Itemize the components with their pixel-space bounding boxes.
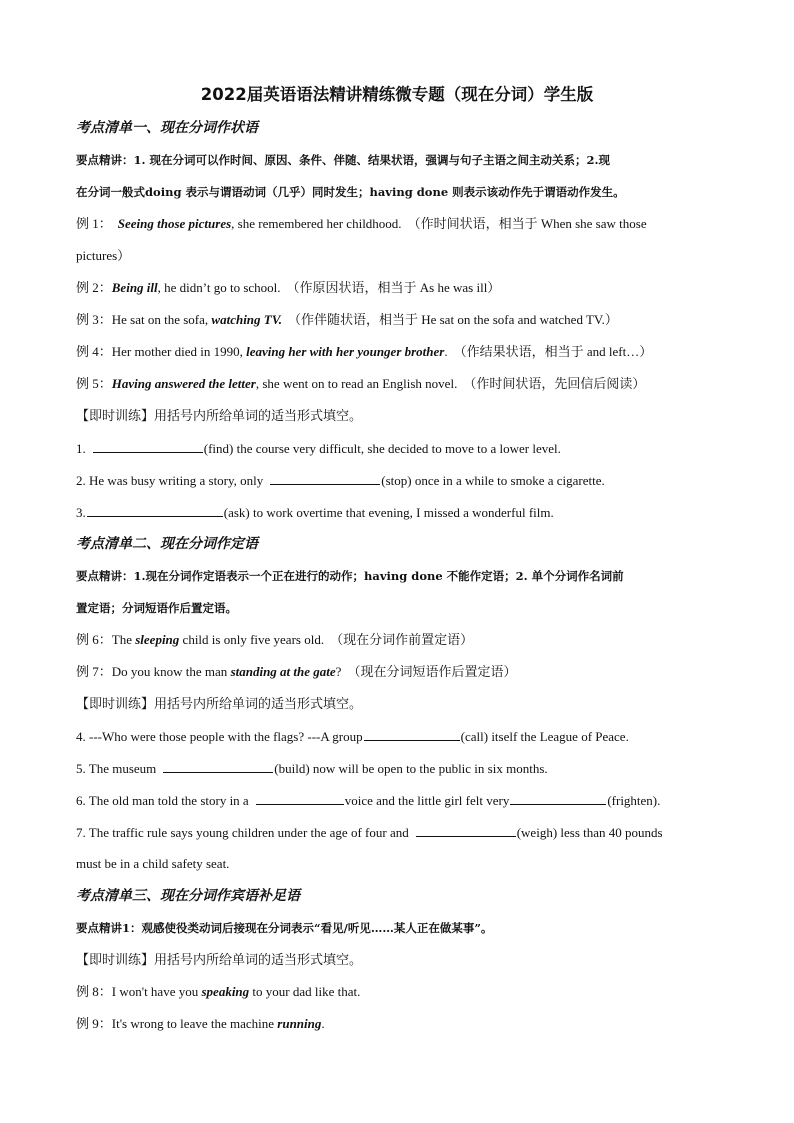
example-8 (76, 983, 718, 1001)
exercise-text: itself the League of Peace. (488, 729, 629, 744)
answer-blank[interactable] (364, 727, 460, 741)
example-1 (76, 215, 718, 233)
example-note: （现在分词短语作后置定语） (347, 664, 517, 679)
example-text: I won't have you (111, 984, 202, 999)
example-text: It's wrong to leave the machine (111, 1016, 278, 1031)
exercise-text: voice and the little girl felt very (344, 793, 510, 808)
example-9 (76, 1015, 718, 1033)
exercise-text: 5. The museum (76, 761, 157, 776)
example-label: 例 5： (76, 376, 112, 391)
exercise-number: 1. (76, 441, 86, 456)
example-note: （现在分词作前置定语） (330, 632, 474, 647)
example-4 (76, 343, 718, 361)
exercise-text: 4. ---Who were those people with the flags? ---A group (76, 729, 363, 744)
example-label: 例 4： (76, 344, 112, 359)
example-text: . (321, 1016, 325, 1031)
key-point-line: 要点精讲1：观感使役类动词后接现在分词表示“看见/听见……某人正在做某事”。 (76, 921, 493, 935)
exercise-hint: (find) (203, 441, 234, 456)
example-emphasis: standing at the gate (230, 664, 336, 679)
example-note: （作时间状语，相当于 When she saw those (407, 216, 647, 231)
example-6 (76, 631, 718, 649)
exercise-text: 7. The traffic rule says young children under the age of four and (76, 825, 409, 840)
example-2 (76, 279, 718, 297)
exercise-hint: (stop) (381, 473, 412, 488)
example-note: （作原因状语，相当于 As he was ill） (286, 280, 501, 295)
example-emphasis: Being ill (111, 280, 158, 295)
example-text: He sat on the sofa, (111, 312, 212, 327)
exercise-text: 2. He was busy writing a story, only (76, 473, 264, 488)
answer-blank[interactable] (270, 471, 380, 485)
answer-blank[interactable] (93, 439, 203, 453)
section-heading: 考点清单三、现在分词作宾语补足语 (76, 888, 300, 904)
example-note: （作时间状语，先回信后阅读） (463, 376, 646, 391)
exercise-4 (76, 727, 718, 746)
answer-blank[interactable] (416, 823, 516, 837)
answer-blank[interactable] (87, 503, 223, 517)
answer-blank[interactable] (510, 791, 606, 805)
exercise-7 (76, 823, 718, 842)
example-label: 例 8： (76, 984, 112, 999)
example-1-continued: pictures） (76, 248, 131, 263)
example-emphasis: Having answered the letter (111, 376, 256, 391)
example-label: 例 3： (76, 312, 112, 327)
exercise-3 (76, 503, 718, 522)
key-point-line: 在分词一般式doing 表示与谓语动词（几乎）同时发生；having done 则表示该动作先于谓语动作发生。 (76, 185, 625, 199)
example-note: （作伴随状语，相当于 He sat on the sofa and watched TV.） (287, 312, 618, 327)
key-point-line: 要点精讲：1.现在分词作定语表示一个正在进行的动作；having done 不能作定语；2. 单个分词作名词前 (76, 569, 624, 583)
example-7 (76, 663, 718, 681)
exercise-1 (76, 439, 718, 458)
answer-blank[interactable] (163, 759, 273, 773)
answer-blank[interactable] (256, 791, 344, 805)
example-label: 例 9： (76, 1016, 112, 1031)
example-emphasis: speaking (201, 984, 250, 999)
key-point-line: 要点精讲：1. 现在分词可以作时间、原因、条件、伴随、结果状语，强调与句子主语之间主动关系；2.现 (76, 153, 611, 167)
example-label: 例 7： (76, 664, 112, 679)
example-text: , she went on to read an English novel. (255, 376, 458, 391)
example-emphasis: Seeing those pictures (117, 216, 232, 231)
example-text: . (444, 344, 448, 359)
example-3 (76, 311, 718, 329)
example-text: , he didn’t go to school. (157, 280, 281, 295)
section-heading: 考点清单一、现在分词作状语 (76, 120, 258, 136)
practice-label: 【即时训练】用括号内所给单词的适当形式填空。 (76, 952, 363, 967)
example-emphasis: sleeping (135, 632, 180, 647)
example-text: The (111, 632, 136, 647)
example-text: Do you know the man (111, 664, 231, 679)
exercise-text: now will be open to the public in six months. (309, 761, 548, 776)
exercise-hint: (build) (274, 761, 310, 776)
example-text: Her mother died in 1990, (111, 344, 247, 359)
example-text: , she remembered her childhood. (231, 216, 402, 231)
exercise-number: 3. (76, 505, 86, 520)
exercise-7-continued: must be in a child safety seat. (76, 856, 230, 871)
exercise-text: the course very difficult, she decided to move to a lower level. (233, 441, 561, 456)
example-text: child is only five years old. (179, 632, 325, 647)
exercise-5 (76, 759, 718, 778)
example-label: 例 1： (76, 216, 112, 231)
exercise-text: less than 40 pounds (557, 825, 663, 840)
exercise-hint: (ask) (223, 505, 250, 520)
section-heading: 考点清单二、现在分词作定语 (76, 536, 258, 552)
example-label: 例 2： (76, 280, 112, 295)
example-text: ? (335, 664, 342, 679)
example-5 (76, 375, 718, 393)
practice-label: 【即时训练】用括号内所给单词的适当形式填空。 (76, 696, 363, 711)
exercise-text: once in a while to smoke a cigarette. (411, 473, 605, 488)
exercise-6 (76, 791, 718, 810)
example-text: to your dad like that. (249, 984, 361, 999)
exercise-text: . (657, 793, 661, 808)
example-emphasis: running (277, 1016, 322, 1031)
example-emphasis: leaving her with her younger brother (246, 344, 445, 359)
key-point-line: 置定语；分词短语作后置定语。 (76, 601, 237, 615)
exercise-text: 6. The old man told the story in a (76, 793, 249, 808)
exercise-hint: (call) (460, 729, 489, 744)
example-label: 例 6： (76, 632, 112, 647)
practice-label: 【即时训练】用括号内所给单词的适当形式填空。 (76, 408, 363, 423)
exercise-hint: (frighten) (607, 793, 658, 808)
exercise-hint: (weigh) (516, 825, 558, 840)
example-emphasis: watching TV. (211, 312, 282, 327)
exercise-2 (76, 471, 718, 490)
document-title: 2022届英语语法精讲精练微专题（现在分词）学生版 (200, 85, 594, 104)
exercise-text: to work overtime that evening, I missed a wonderful film. (249, 505, 554, 520)
example-note: （作结果状语，相当于 and left…） (453, 344, 653, 359)
